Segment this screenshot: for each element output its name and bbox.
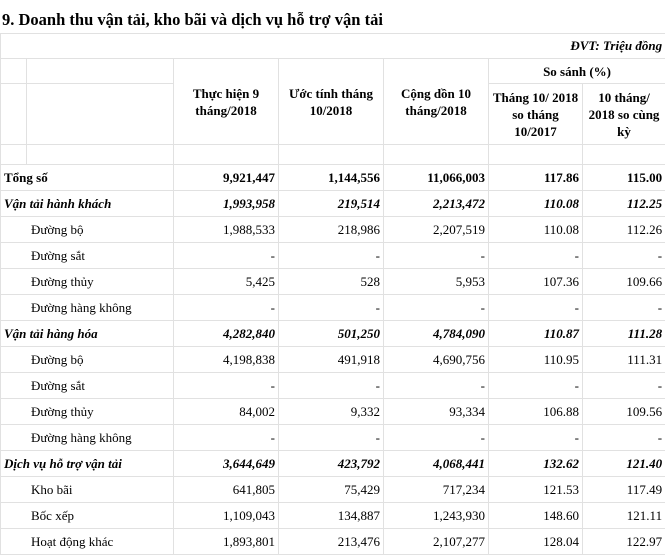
header-10m-vs-same: 10 tháng/ 2018 so cùng kỳ xyxy=(583,84,665,145)
table-row: Đường sắt - - - - - xyxy=(1,243,665,269)
row-label: Đường hàng không xyxy=(1,295,174,321)
table-row: Vận tải hành khách 1,993,958 219,514 2,213,472 110.08 112.25 xyxy=(1,191,665,217)
transport-revenue-table xyxy=(0,33,665,555)
table-row: Đường thủy 84,002 9,332 93,334 106.88 109.56 xyxy=(1,399,665,425)
unit-label: ĐVT: Triệu đồng xyxy=(1,34,665,59)
table-row: Tổng số 9,921,447 1,144,556 11,066,003 117.86 115.00 xyxy=(1,165,665,191)
row-label: Vận tải hàng hóa xyxy=(1,321,174,347)
row-label: Vận tải hành khách xyxy=(1,191,174,217)
table-row: Bốc xếp 1,109,043 134,887 1,243,930 148.60 121.11 xyxy=(1,503,665,529)
row-label: Dịch vụ hỗ trợ vận tải xyxy=(1,451,174,477)
row-label: Đường bộ xyxy=(1,347,174,373)
table-row: Đường sắt - - - - - xyxy=(1,373,665,399)
header-compare: So sánh (%) xyxy=(489,59,665,84)
table-row: Đường bộ 4,198,838 491,918 4,690,756 110.95 111.31 xyxy=(1,347,665,373)
row-label: Tổng số xyxy=(1,165,174,191)
table-row: Đường hàng không - - - - - xyxy=(1,295,665,321)
page-title: 9. Doanh thu vận tải, kho bãi và dịch vụ hỗ trợ vận tải xyxy=(2,10,383,29)
header-cumulative: Cộng dồn 10 tháng/2018 xyxy=(384,59,489,145)
row-label: Kho bãi xyxy=(1,477,174,503)
header-estimate-oct: Ước tính tháng 10/2018 xyxy=(279,59,384,145)
row-label: Bốc xếp xyxy=(1,503,174,529)
row-label: Đường sắt xyxy=(1,373,174,399)
row-label: Đường hàng không xyxy=(1,425,174,451)
header-9-months: Thực hiện 9 tháng/2018 xyxy=(174,59,279,145)
table-row: Hoạt động khác 1,893,801 213,476 2,107,277 128.04 122.97 xyxy=(1,529,665,555)
row-label: Hoạt động khác xyxy=(1,529,174,555)
table-row: Đường thủy 5,425 528 5,953 107.36 109.66 xyxy=(1,269,665,295)
table-row: Vận tải hàng hóa 4,282,840 501,250 4,784,090 110.87 111.28 xyxy=(1,321,665,347)
table-row: Đường bộ 1,988,533 218,986 2,207,519 110.08 112.26 xyxy=(1,217,665,243)
row-label: Đường bộ xyxy=(1,217,174,243)
table-row: Dịch vụ hỗ trợ vận tải 3,644,649 423,792 4,068,441 132.62 121.40 xyxy=(1,451,665,477)
row-label: Đường thủy xyxy=(1,399,174,425)
header-oct-vs-oct: Tháng 10/ 2018 so tháng 10/2017 xyxy=(489,84,583,145)
table-row: Kho bãi 641,805 75,429 717,234 121.53 117.49 xyxy=(1,477,665,503)
row-label: Đường sắt xyxy=(1,243,174,269)
table-row: Đường hàng không - - - - - xyxy=(1,425,665,451)
row-label: Đường thủy xyxy=(1,269,174,295)
